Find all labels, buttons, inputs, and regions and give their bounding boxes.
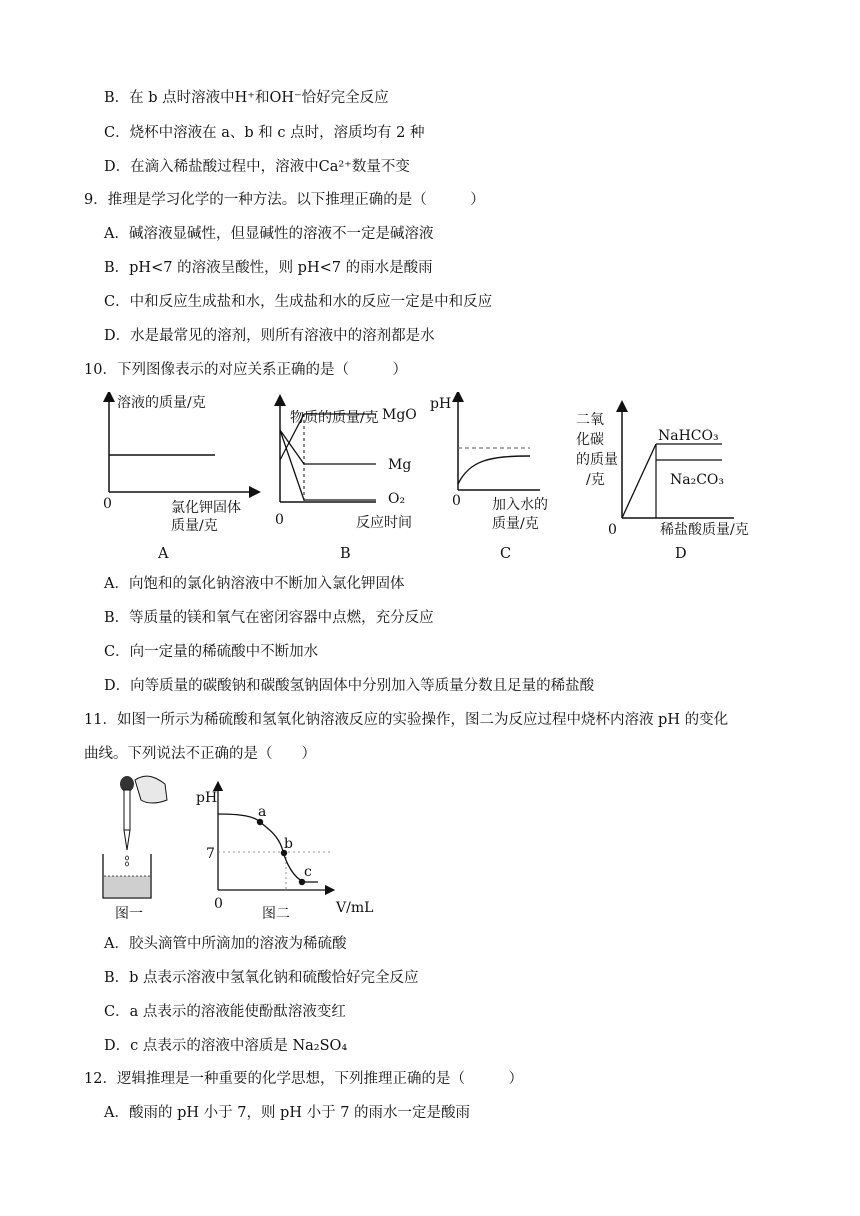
mg-fall bbox=[280, 430, 304, 464]
graph-b bbox=[270, 392, 430, 542]
caption-figure-2: 图二 bbox=[262, 906, 290, 922]
x-label-2: 质量/克 bbox=[171, 518, 218, 534]
label-a: a bbox=[258, 804, 267, 820]
series-nahco3: NaHCO₃ bbox=[658, 428, 719, 444]
caption-b: B bbox=[340, 546, 351, 562]
question-11-line2: 曲线。下列说法不正确的是（ ） bbox=[84, 746, 316, 762]
series-mgo: MgO bbox=[382, 407, 417, 423]
y-label-1: 二氧 bbox=[576, 412, 604, 428]
series-mg: Mg bbox=[388, 457, 412, 473]
x-label: 稀盐酸质量/克 bbox=[660, 522, 749, 538]
option-10b: B．等质量的镁和氧气在密闭容器中点燃，充分反应 bbox=[104, 610, 434, 626]
dropper-tip bbox=[124, 830, 130, 850]
y-label: 物质的质量/克 bbox=[290, 410, 379, 426]
option-9b: B．pH<7 的溶液呈酸性，则 pH<7 的雨水是酸雨 bbox=[104, 260, 433, 276]
dropper-tube bbox=[124, 790, 130, 830]
x-label-2: 质量/克 bbox=[492, 516, 539, 532]
question-10: 10．下列图像表示的对应关系正确的是（ ） bbox=[84, 362, 407, 378]
option-8b: B．在 b 点时溶液中H⁺和OH⁻恰好完全反应 bbox=[104, 90, 389, 106]
caption-figure-1: 图一 bbox=[115, 906, 143, 922]
o2-fall bbox=[280, 430, 304, 500]
beaker-liquid bbox=[104, 876, 150, 897]
option-10c: C．向一定量的稀硫酸中不断加水 bbox=[104, 644, 319, 660]
ph-curve bbox=[218, 814, 318, 882]
series-o2: O₂ bbox=[388, 491, 406, 507]
seven-label: 7 bbox=[206, 846, 215, 862]
hand-shape bbox=[135, 776, 167, 803]
question-12: 12．逻辑推理是一种重要的化学思想，下列推理正确的是（ ） bbox=[84, 1071, 523, 1087]
origin-label: 0 bbox=[103, 496, 112, 512]
label-b: b bbox=[284, 836, 293, 852]
caption-a: A bbox=[158, 546, 169, 562]
y-label: pH bbox=[430, 396, 452, 412]
graph-d bbox=[572, 392, 772, 542]
option-9a: A．碱溶液显碱性，但显碱性的溶液不一定是碱溶液 bbox=[104, 226, 434, 242]
figure-1 bbox=[95, 770, 185, 926]
option-12a: A．酸雨的 pH 小于 7，则 pH 小于 7 的雨水一定是酸雨 bbox=[104, 1105, 471, 1121]
y-label-4: /克 bbox=[586, 472, 605, 488]
drop-1 bbox=[126, 856, 129, 860]
origin-label: 0 bbox=[275, 512, 284, 528]
caption-c: C bbox=[500, 546, 512, 562]
x-label: 反应时间 bbox=[356, 515, 412, 531]
label-c: c bbox=[304, 864, 312, 880]
nahco3-rise bbox=[622, 444, 656, 518]
y-label: pH bbox=[196, 790, 218, 806]
option-11a: A．胶头滴管中所滴加的溶液为稀硫酸 bbox=[104, 936, 347, 952]
option-8c: C．烧杯中溶液在 a、b 和 c 点时，溶质均有 2 种 bbox=[104, 125, 425, 141]
option-10d: D．向等质量的碳酸钠和碳酸氢钠固体中分别加入等质量分数且足量的稀盐酸 bbox=[104, 678, 595, 694]
option-8d: D．在滴入稀盐酸过程中，溶液中Ca²⁺数量不变 bbox=[104, 159, 410, 175]
caption-d: D bbox=[675, 546, 687, 562]
x-label: V/mL bbox=[336, 900, 374, 916]
option-9d: D．水是最常见的溶剂，则所有溶液中的溶剂都是水 bbox=[104, 328, 435, 344]
option-9c: C．中和反应生成盐和水，生成盐和水的反应一定是中和反应 bbox=[104, 294, 493, 310]
origin-label: 0 bbox=[452, 493, 461, 509]
option-11d: D．c 点表示的溶液中溶质是 Na₂SO₄ bbox=[104, 1038, 348, 1054]
origin-label: 0 bbox=[214, 896, 223, 912]
graph-c bbox=[430, 392, 580, 542]
origin-label: 0 bbox=[608, 522, 617, 538]
option-11b: B．b 点表示溶液中氢氧化钠和硫酸恰好完全反应 bbox=[104, 970, 419, 986]
figure-2 bbox=[190, 778, 380, 926]
option-10a: A．向饱和的氯化钠溶液中不断加入氯化钾固体 bbox=[104, 576, 405, 592]
question-11-line1: 11．如图一所示为稀硫酸和氢氧化钠溶液反应的实验操作，图二为反应过程中烧杯内溶液 pH 的变化 bbox=[84, 712, 729, 728]
y-label-2: 化碳 bbox=[576, 432, 604, 448]
x-label-1: 加入水的 bbox=[492, 497, 548, 513]
x-label-1: 氯化钾固体 bbox=[171, 500, 241, 516]
ph-curve bbox=[458, 456, 530, 484]
graph-a bbox=[95, 392, 265, 542]
series-na2co3: Na₂CO₃ bbox=[670, 472, 725, 488]
question-9: 9．推理是学习化学的一种方法。以下推理正确的是（ ） bbox=[84, 192, 485, 208]
drop-2 bbox=[126, 862, 129, 866]
y-label: 溶液的质量/克 bbox=[117, 395, 206, 411]
y-label-3: 的质量 bbox=[576, 452, 618, 468]
option-11c: C．a 点表示的溶液能使酚酞溶液变红 bbox=[104, 1004, 346, 1020]
